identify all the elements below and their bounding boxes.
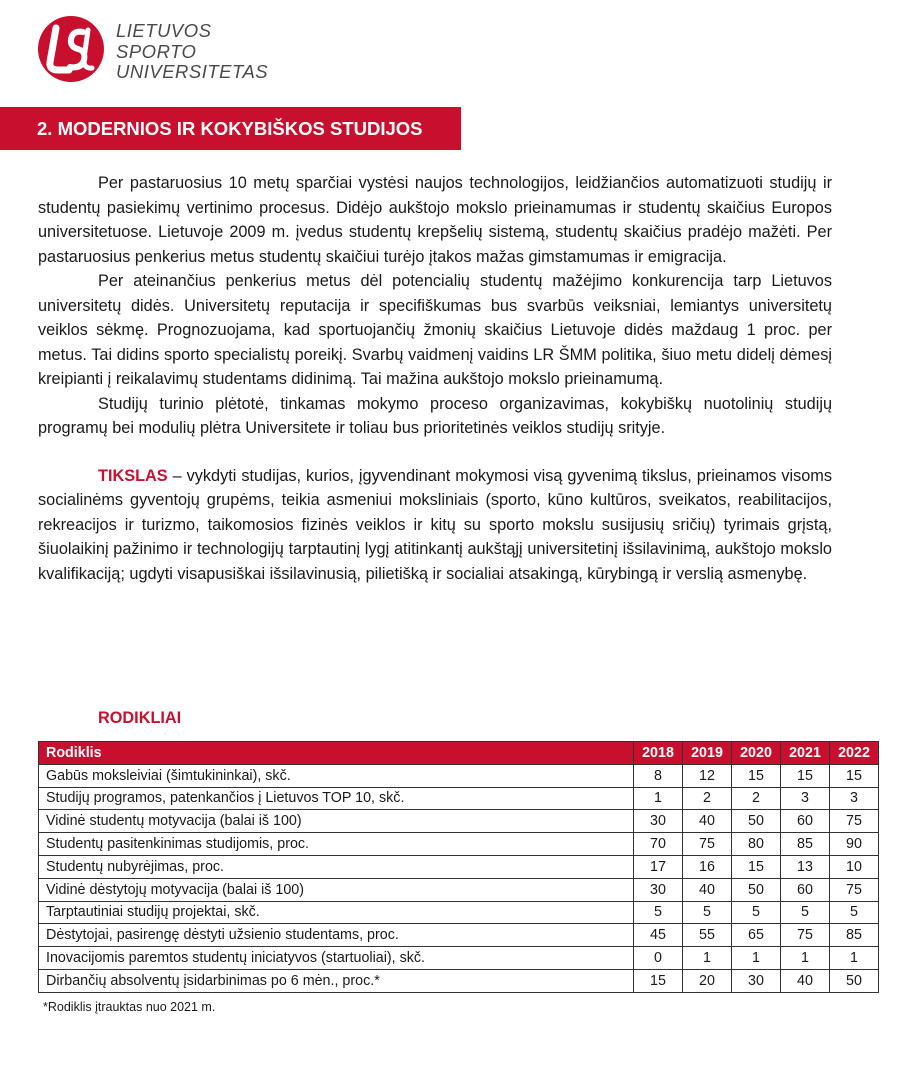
- indicator-value-cell: 1: [830, 947, 879, 970]
- section-title-banner: 2. MODERNIOS IR KOKYBIŠKOS STUDIJOS: [0, 107, 461, 150]
- header-cell: 2020: [732, 742, 781, 765]
- indicator-value-cell: 5: [634, 901, 683, 924]
- indicator-value-cell: 5: [781, 901, 830, 924]
- indicator-value-cell: 60: [781, 810, 830, 833]
- indicator-value-cell: 2: [732, 787, 781, 810]
- indicator-value-cell: 3: [781, 787, 830, 810]
- goal-text: – vykdyti studijas, kurios, įgyvendinant mokymosi visą gyvenimą tikslus, prieinamos visoms socialinėms gyventojų grupėms, teikia asmeniui moksliniais (sporto, kūno kultūros, sveikatos, reabilitacijos, rekreacijos ir turizmo, taikomosios fizinės veiklos ir kitų su sporto mokslu susijusių sričių) tyrimais grįstą, šiuolaikinį pažinimo ir technologijų tarptautinį lygį atitinkantį aukštąjį universitetinį išsilavinimą, aukštojo mokslo kvalifikaciją; ugdyti visapusiškai išsilavinusią, pilietišką ir socialiai atsakingą, kūrybingą ir verslią asmenybę.: [38, 466, 832, 583]
- indicators-title: RODIKLIAI: [98, 709, 182, 727]
- indicator-value-cell: 30: [634, 878, 683, 901]
- indicator-value-cell: 85: [830, 924, 879, 947]
- indicator-name-cell: Gabūs moksleiviai (šimtukininkai), skč.: [39, 764, 634, 787]
- table-row: [39, 810, 879, 833]
- indicator-value-cell: 15: [830, 764, 879, 787]
- indicator-value-cell: 50: [732, 810, 781, 833]
- indicator-value-cell: 5: [683, 901, 732, 924]
- indicator-value-cell: 15: [634, 969, 683, 992]
- indicator-value-cell: 13: [781, 855, 830, 878]
- header-cell: 2018: [634, 742, 683, 765]
- indicator-value-cell: 10: [830, 855, 879, 878]
- indicator-value-cell: 15: [732, 855, 781, 878]
- table-row: [39, 924, 879, 947]
- body-text: [38, 171, 832, 586]
- indicator-value-cell: 65: [732, 924, 781, 947]
- indicator-value-cell: 1: [634, 787, 683, 810]
- goal-paragraph: [38, 464, 832, 587]
- paragraph: Per ateinančius penkerius metus dėl potencialių studentų mažėjimo konkurencija tarp Lietuvos universitetų didės. Universitetų reputacija ir specifiškumas bus svarbūs veiksniai, lemiantys universitetų veiklos sėkmę. Prognozuojama, kad sportuojančių žmonių skaičius Lietuvoje didės maždaug 1 proc. per metus. Tai didins sporto specialistų poreikį. Svarbų vaidmenį vaidins LR ŠMM politika, šiuo metu didelį dėmesį kreipianti į reikalavimų studentams didinimą. Tai mažina aukštojo mokslo prieinamumą.: [38, 272, 832, 388]
- indicator-value-cell: 2: [683, 787, 732, 810]
- indicator-value-cell: 30: [732, 969, 781, 992]
- indicator-name-cell: Vidinė studentų motyvacija (balai iš 100): [39, 810, 634, 833]
- table-row: [39, 764, 879, 787]
- logo-line: LIETUVOS: [116, 20, 212, 41]
- indicator-value-cell: 20: [683, 969, 732, 992]
- indicator-name-cell: Dirbančių absolventų įsidarbinimas po 6 mėn., proc.*: [39, 969, 634, 992]
- indicator-name-cell: Studentų nubyrėjimas, proc.: [39, 855, 634, 878]
- indicator-value-cell: 40: [683, 878, 732, 901]
- indicator-name-cell: Dėstytojai, pasirengę dėstyti užsienio studentams, proc.: [39, 924, 634, 947]
- indicator-name-cell: Studijų programos, patenkančios į Lietuvos TOP 10, skč.: [39, 787, 634, 810]
- logo-line: UNIVERSITETAS: [116, 61, 269, 82]
- goal-label: TIKSLAS: [98, 466, 168, 485]
- indicator-name-cell: Inovacijomis paremtos studentų iniciatyvos (startuoliai), skč.: [39, 947, 634, 970]
- indicator-name-cell: Vidinė dėstytojų motyvacija (balai iš 100): [39, 878, 634, 901]
- indicator-value-cell: 60: [781, 878, 830, 901]
- indicators-table: [38, 741, 879, 993]
- indicator-value-cell: 5: [732, 901, 781, 924]
- table-row: [39, 947, 879, 970]
- indicator-value-cell: 75: [830, 878, 879, 901]
- header-cell: 2022: [830, 742, 879, 765]
- table-row: [39, 901, 879, 924]
- table-row: [39, 878, 879, 901]
- indicator-value-cell: 3: [830, 787, 879, 810]
- indicator-value-cell: 12: [683, 764, 732, 787]
- indicator-name-cell: Studentų pasitenkinimas studijomis, proc.: [39, 833, 634, 856]
- indicator-value-cell: 50: [732, 878, 781, 901]
- table-row: [39, 969, 879, 992]
- table-header-row: [39, 742, 879, 765]
- paragraph: Per pastaruosius 10 metų sparčiai vystėsi naujos technologijos, leidžiančios automatizuoti studijų ir studentų pasiekimų vertinimo procesus. Didėjo aukštojo mokslo prieinamumas ir studentų skaičius Europos universitetuose. Lietuvoje 2009 m. įvedus studentų krepšelių sistemą, studentų skaičius pradėjo mažėti. Per pastaruosius penkerius metus studentų skaičiui turėjo įtakos mažas gimstamumas ir emigracija.: [38, 174, 832, 266]
- table-row: [39, 787, 879, 810]
- logo-wordmark: [116, 21, 268, 83]
- indicator-value-cell: 1: [781, 947, 830, 970]
- indicator-value-cell: 1: [683, 947, 732, 970]
- indicator-value-cell: 15: [781, 764, 830, 787]
- table-row: [39, 833, 879, 856]
- paragraph: Studijų turinio plėtotė, tinkamas mokymo proceso organizavimas, kokybiškų nuotolinių studijų programų bei modulių plėtra Universitete ir toliau bus prioritetinės veiklos studijų srityje.: [38, 394, 832, 437]
- header-cell: 2019: [683, 742, 732, 765]
- indicator-value-cell: 55: [683, 924, 732, 947]
- header-cell: Rodiklis: [39, 742, 634, 765]
- indicator-value-cell: 30: [634, 810, 683, 833]
- university-logo: [36, 14, 106, 84]
- indicator-value-cell: 85: [781, 833, 830, 856]
- table-row: [39, 855, 879, 878]
- indicator-value-cell: 70: [634, 833, 683, 856]
- indicator-value-cell: 45: [634, 924, 683, 947]
- indicator-name-cell: Tarptautiniai studijų projektai, skč.: [39, 901, 634, 924]
- indicator-value-cell: 40: [683, 810, 732, 833]
- indicator-value-cell: 75: [781, 924, 830, 947]
- table-body: [39, 764, 879, 992]
- header-cell: 2021: [781, 742, 830, 765]
- indicator-value-cell: 17: [634, 855, 683, 878]
- indicator-value-cell: 5: [830, 901, 879, 924]
- indicator-value-cell: 0: [634, 947, 683, 970]
- footnote: *Rodiklis įtrauktas nuo 2021 m.: [43, 1000, 216, 1014]
- indicator-value-cell: 75: [683, 833, 732, 856]
- logo-line: SPORTO: [116, 40, 197, 62]
- indicator-value-cell: 90: [830, 833, 879, 856]
- indicator-value-cell: 8: [634, 764, 683, 787]
- indicator-value-cell: 1: [732, 947, 781, 970]
- indicator-value-cell: 50: [830, 969, 879, 992]
- indicator-value-cell: 15: [732, 764, 781, 787]
- indicator-value-cell: 40: [781, 969, 830, 992]
- indicator-value-cell: 75: [830, 810, 879, 833]
- indicator-value-cell: 80: [732, 833, 781, 856]
- indicator-value-cell: 16: [683, 855, 732, 878]
